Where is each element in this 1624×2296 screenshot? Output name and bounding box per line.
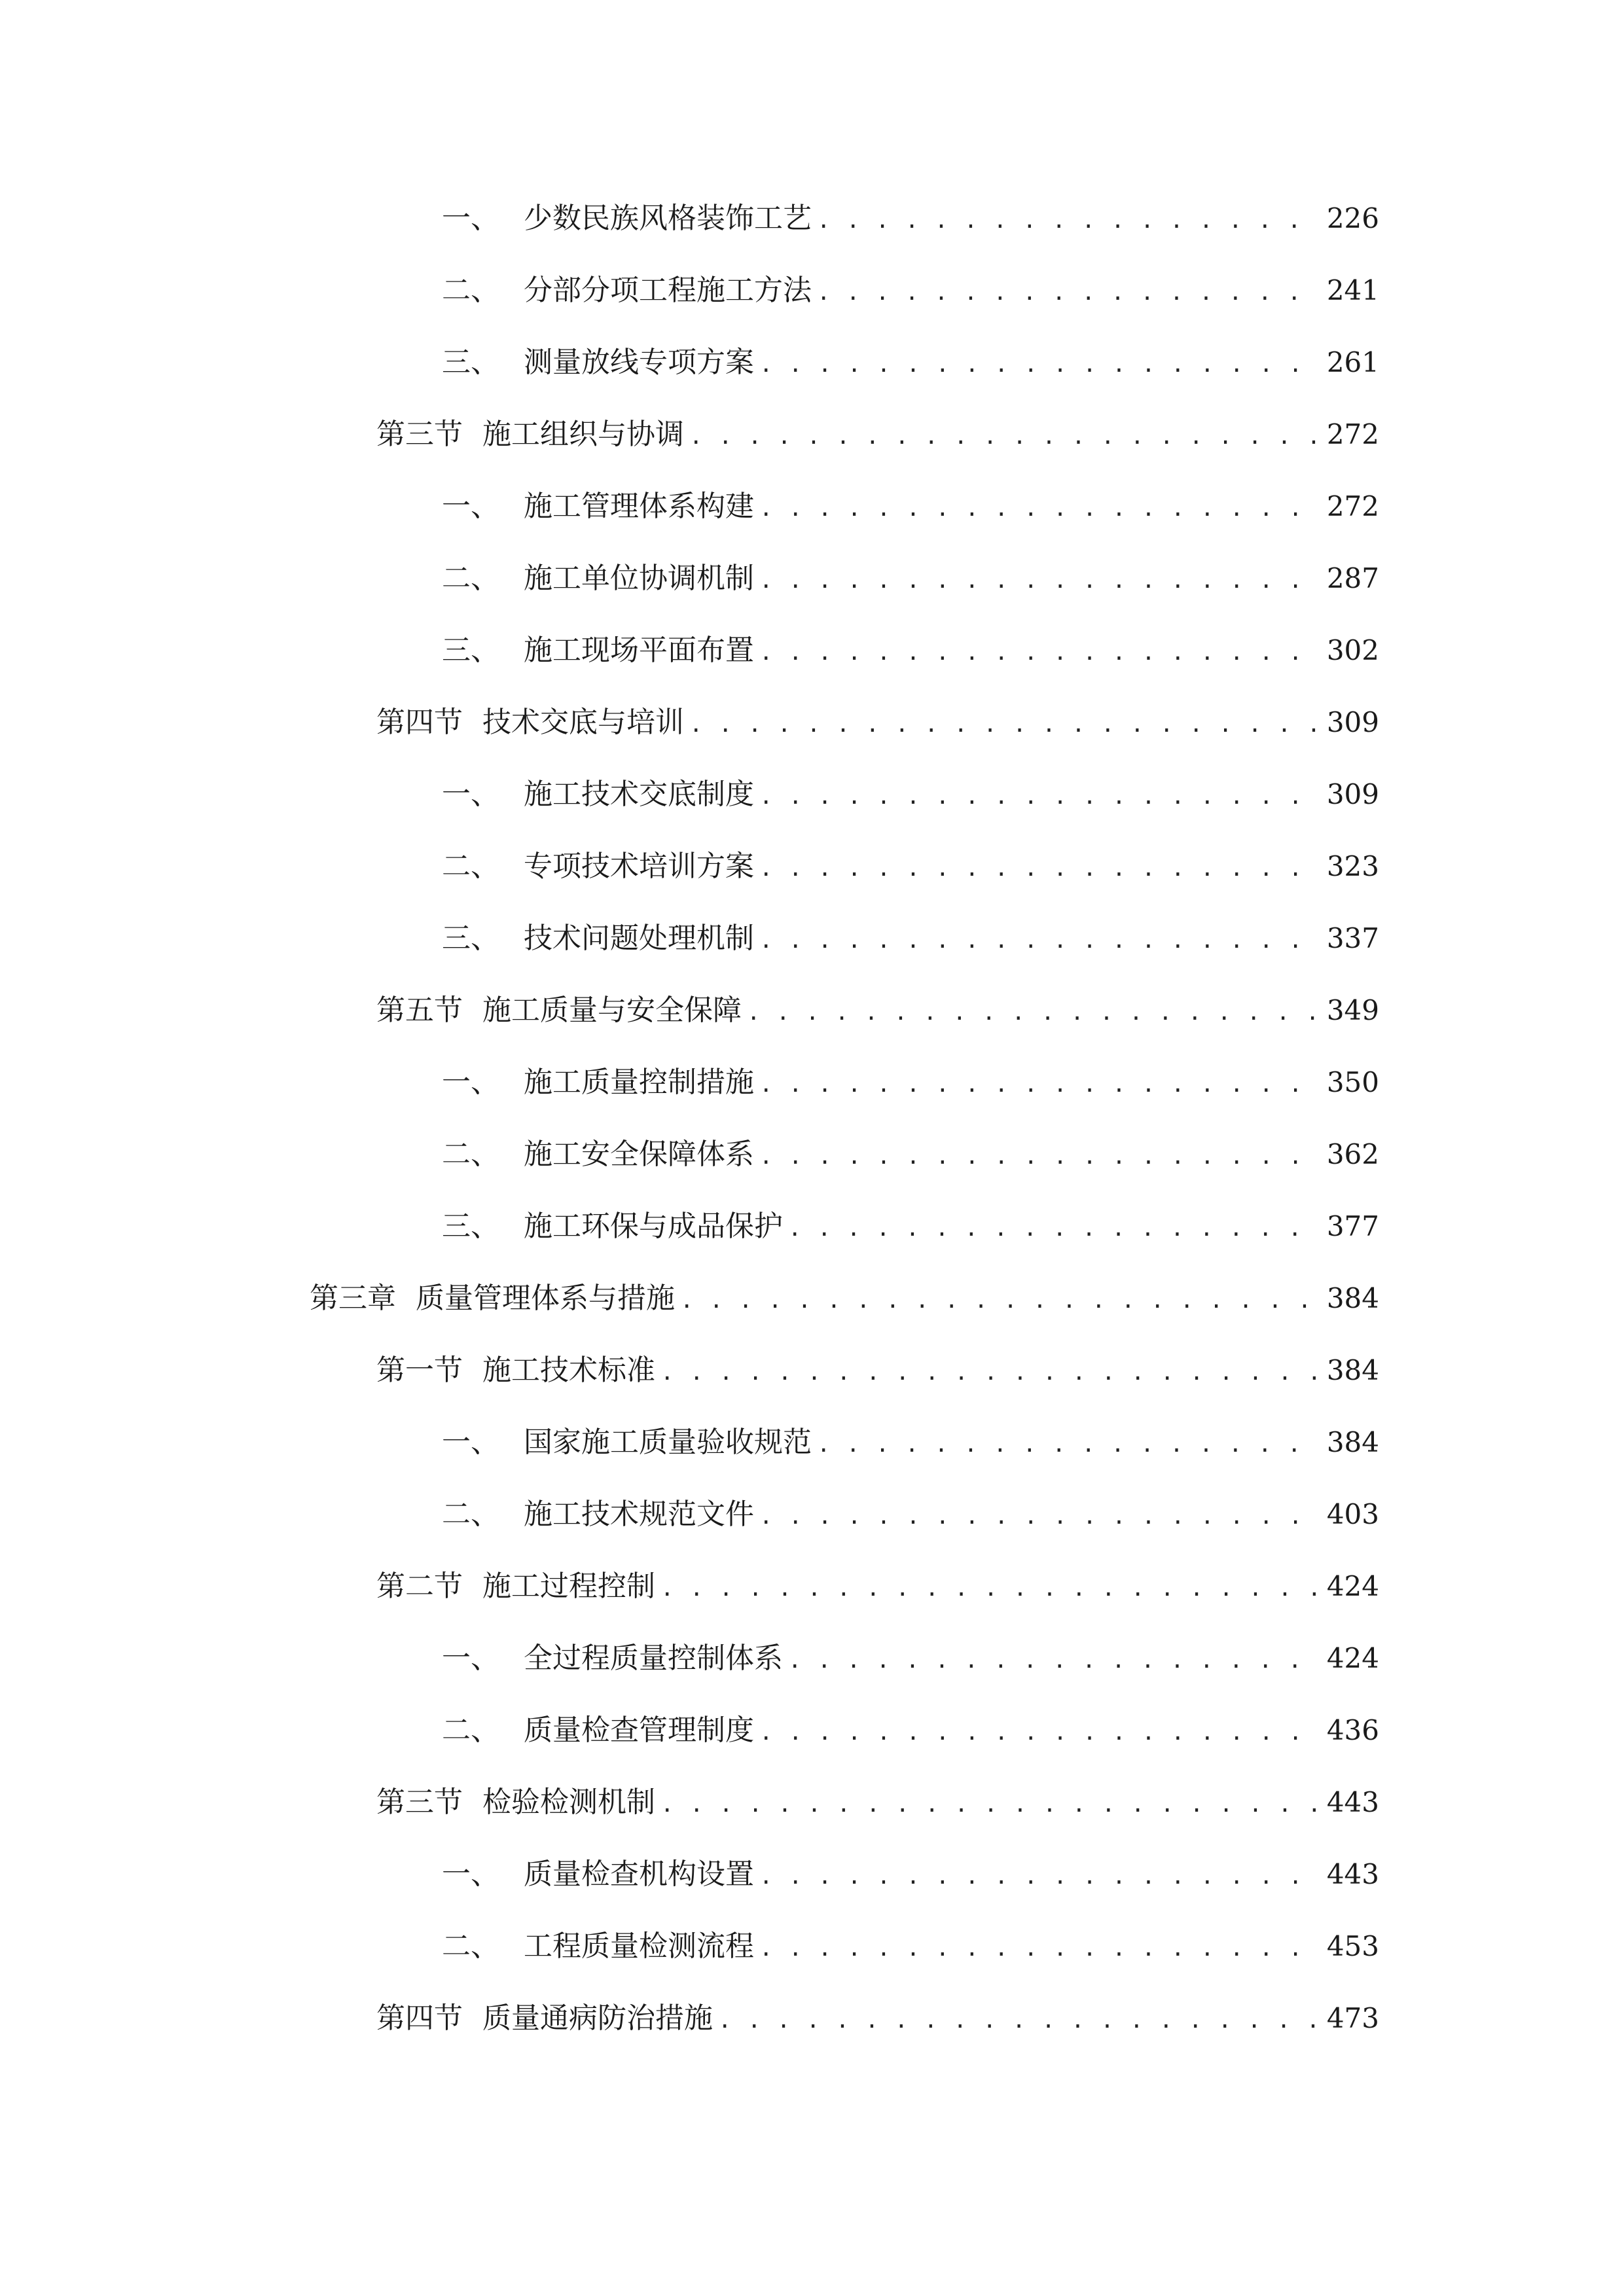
entry-title: 专项技术培训方案 — [524, 850, 754, 883]
toc-entry-section[interactable] — [376, 1776, 1379, 1829]
dot-leader — [788, 1200, 1316, 1253]
dot-leader — [759, 1920, 1316, 1973]
entry-page-number: 323 — [1326, 850, 1379, 882]
entry-title: 少数民族风格装饰工艺 — [524, 202, 812, 235]
dot-leader — [718, 1992, 1316, 2045]
toc-entry-item[interactable] — [442, 1704, 1379, 1757]
entry-number: 二、 — [442, 1713, 499, 1747]
dot-leader — [759, 840, 1316, 893]
toc-entry-item[interactable] — [442, 1488, 1379, 1541]
entry-title: 施工环保与成品保护 — [524, 1210, 783, 1243]
dot-leader — [759, 336, 1316, 389]
entry-number: 三、 — [442, 922, 499, 955]
entry-number: 三、 — [442, 346, 499, 379]
toc-entry-item[interactable] — [442, 1200, 1379, 1253]
dot-leader — [759, 912, 1316, 965]
entry-page-number: 272 — [1326, 490, 1379, 522]
entry-number: 一、 — [442, 1426, 499, 1459]
entry-page-number: 309 — [1326, 778, 1379, 810]
entry-title: 施工技术规范文件 — [524, 1498, 754, 1531]
entry-page-number: 287 — [1326, 562, 1379, 594]
toc-entry-item[interactable] — [442, 264, 1379, 317]
dot-leader — [759, 552, 1316, 605]
dot-leader — [817, 1416, 1316, 1469]
toc-entry-item[interactable] — [442, 1920, 1379, 1973]
toc-entry-item[interactable] — [442, 624, 1379, 677]
toc-entry-item[interactable] — [442, 336, 1379, 389]
entry-title: 检验检测机制 — [482, 1785, 655, 1819]
entry-page-number: 302 — [1326, 634, 1379, 666]
dot-leader — [817, 192, 1316, 245]
dot-leader — [660, 1776, 1316, 1829]
entry-page-number: 436 — [1326, 1714, 1379, 1746]
dot-leader — [817, 264, 1316, 317]
toc-entry-item[interactable] — [442, 768, 1379, 821]
entry-title: 施工过程控制 — [482, 1570, 655, 1603]
entry-title: 测量放线专项方案 — [524, 346, 754, 379]
dot-leader — [759, 480, 1316, 533]
dot-leader — [759, 1488, 1316, 1541]
entry-number: 二、 — [442, 850, 499, 883]
toc-entry-section[interactable] — [376, 1560, 1379, 1613]
entry-title: 施工管理体系构建 — [524, 490, 754, 523]
toc-entry-section[interactable] — [376, 1992, 1379, 2045]
entry-page-number: 384 — [1326, 1354, 1379, 1386]
entry-page-number: 443 — [1326, 1786, 1379, 1818]
toc-entry-item[interactable] — [442, 552, 1379, 605]
entry-title: 质量检查机构设置 — [524, 1857, 754, 1891]
entry-number: 第四节 — [376, 2001, 463, 2035]
entry-title: 技术交底与培训 — [482, 706, 684, 739]
dot-leader — [759, 1848, 1316, 1901]
entry-number: 一、 — [442, 1066, 499, 1099]
entry-number: 二、 — [442, 562, 499, 595]
entry-title: 质量通病防治措施 — [482, 2001, 713, 2035]
entry-page-number: 424 — [1326, 1570, 1379, 1602]
entry-title: 质量管理体系与措施 — [416, 1282, 675, 1315]
entry-page-number: 272 — [1326, 418, 1379, 450]
entry-page-number: 453 — [1326, 1930, 1379, 1962]
dot-leader — [747, 984, 1316, 1037]
entry-number: 第三节 — [376, 418, 463, 451]
entry-number: 一、 — [442, 1641, 499, 1675]
entry-number: 二、 — [442, 274, 499, 307]
dot-leader — [759, 624, 1316, 677]
entry-page-number: 337 — [1326, 922, 1379, 954]
toc-entry-item[interactable] — [442, 1632, 1379, 1685]
entry-title: 施工技术标准 — [482, 1354, 655, 1387]
toc-entry-section[interactable] — [376, 696, 1379, 749]
dot-leader — [788, 1632, 1316, 1685]
entry-title: 施工质量控制措施 — [524, 1066, 754, 1099]
entry-page-number: 377 — [1326, 1210, 1379, 1242]
entry-page-number: 384 — [1326, 1426, 1379, 1458]
dot-leader — [689, 696, 1316, 749]
entry-number: 二、 — [442, 1498, 499, 1531]
entry-title: 技术问题处理机制 — [524, 922, 754, 955]
entry-title: 施工单位协调机制 — [524, 562, 754, 595]
entry-number: 三、 — [442, 634, 499, 667]
entry-number: 三、 — [442, 1210, 499, 1243]
toc-entry-item[interactable] — [442, 840, 1379, 893]
toc-entry-chapter[interactable] — [310, 1272, 1379, 1325]
entry-page-number: 384 — [1326, 1282, 1379, 1314]
entry-page-number: 349 — [1326, 994, 1379, 1026]
entry-title: 质量检查管理制度 — [524, 1713, 754, 1747]
toc-entry-item[interactable] — [442, 480, 1379, 533]
entry-page-number: 424 — [1326, 1642, 1379, 1674]
dot-leader — [660, 1344, 1316, 1397]
dot-leader — [759, 768, 1316, 821]
entry-title: 施工安全保障体系 — [524, 1138, 754, 1171]
dot-leader — [660, 1560, 1316, 1613]
entry-page-number: 473 — [1326, 2002, 1379, 2034]
toc-entry-item[interactable] — [442, 1848, 1379, 1901]
entry-number: 一、 — [442, 202, 499, 235]
entry-title: 全过程质量控制体系 — [524, 1641, 783, 1675]
toc-entry-item[interactable] — [442, 1416, 1379, 1469]
entry-title: 工程质量检测流程 — [524, 1929, 754, 1963]
dot-leader — [759, 1056, 1316, 1109]
entry-number: 二、 — [442, 1929, 499, 1963]
toc-entry-item[interactable] — [442, 1056, 1379, 1109]
entry-page-number: 309 — [1326, 706, 1379, 738]
entry-number: 一、 — [442, 1857, 499, 1891]
entry-page-number: 362 — [1326, 1138, 1379, 1170]
entry-number: 第三章 — [310, 1282, 396, 1315]
entry-title: 施工质量与安全保障 — [482, 994, 742, 1027]
entry-page-number: 350 — [1326, 1066, 1379, 1098]
entry-number: 第一节 — [376, 1354, 463, 1387]
dot-leader — [689, 408, 1316, 461]
entry-title: 施工技术交底制度 — [524, 778, 754, 811]
entry-title: 国家施工质量验收规范 — [524, 1426, 812, 1459]
entry-title: 施工现场平面布置 — [524, 634, 754, 667]
entry-page-number: 443 — [1326, 1858, 1379, 1890]
entry-page-number: 226 — [1326, 202, 1379, 234]
dot-leader — [680, 1272, 1316, 1325]
entry-number: 第五节 — [376, 994, 463, 1027]
dot-leader — [759, 1704, 1316, 1757]
toc-entry-item[interactable] — [442, 1128, 1379, 1181]
entry-page-number: 403 — [1326, 1498, 1379, 1530]
entry-page-number: 241 — [1326, 274, 1379, 306]
entry-page-number: 261 — [1326, 346, 1379, 378]
entry-number: 一、 — [442, 490, 499, 523]
toc-entry-section[interactable] — [376, 408, 1379, 461]
entry-number: 第三节 — [376, 1785, 463, 1819]
entry-number: 第二节 — [376, 1570, 463, 1603]
entry-title: 施工组织与协调 — [482, 418, 684, 451]
entry-number: 一、 — [442, 778, 499, 811]
toc-entry-item[interactable] — [442, 192, 1379, 245]
toc-entry-section[interactable] — [376, 984, 1379, 1037]
toc-entry-item[interactable] — [442, 912, 1379, 965]
entry-number: 第四节 — [376, 706, 463, 739]
entry-title: 分部分项工程施工方法 — [524, 274, 812, 307]
entry-number: 二、 — [442, 1138, 499, 1171]
dot-leader — [759, 1128, 1316, 1181]
toc-entry-section[interactable] — [376, 1344, 1379, 1397]
